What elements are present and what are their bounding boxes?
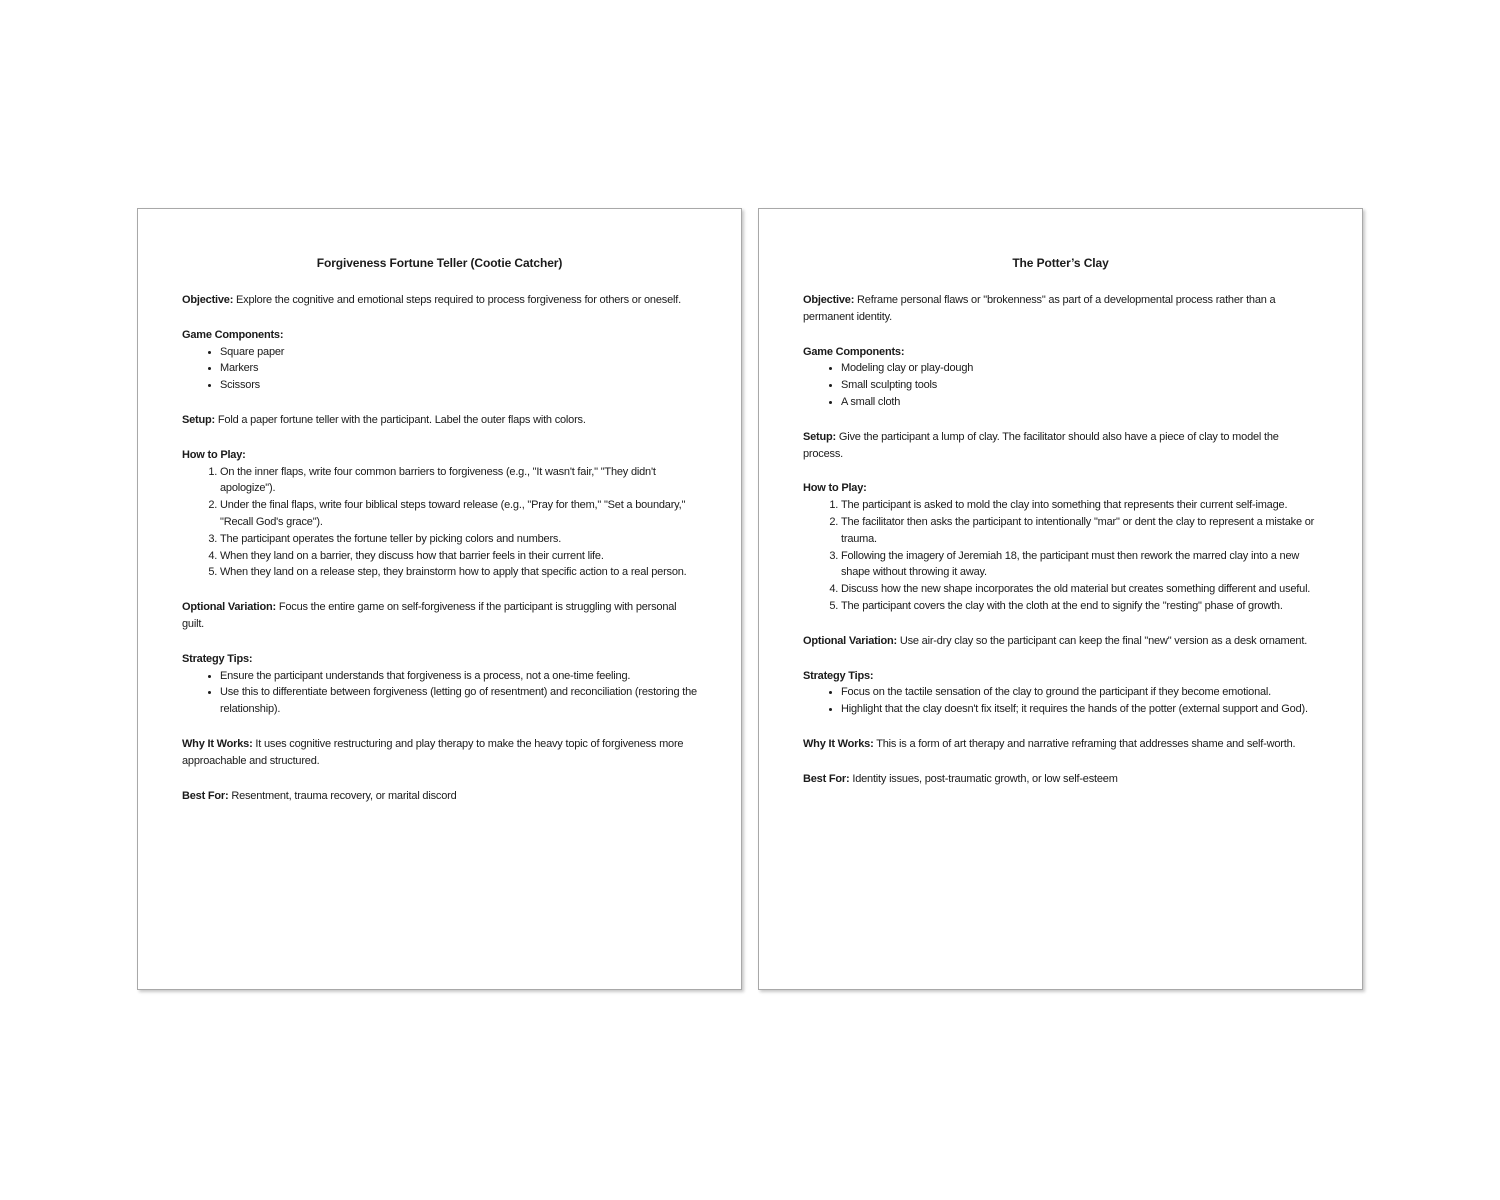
optional-variation-text: Focus the entire game on self-forgiveness if the participant is struggling with personal guilt. (182, 601, 677, 630)
why-it-works-text: It uses cognitive restructuring and play therapy to make the heavy topic of forgiveness more approachable and structured. (182, 737, 684, 767)
list-item: 1. The participant is asked to mold the clay into something that represents their current self-image. (841, 497, 1318, 514)
document-page-2 (758, 208, 1363, 990)
why-it-works-label: Why It Works: (182, 737, 253, 750)
how-to-play-section (182, 447, 697, 581)
list-item: • Use this to differentiate between forgiveness (letting go of resentment) and reconciliation (restoring the relationship). (220, 684, 697, 718)
list-item: • Small sculpting tools (841, 377, 1318, 394)
why-it-works-paragraph (182, 736, 697, 770)
strategy-tips-list (182, 668, 697, 718)
page-title: The Potter’s Clay (1012, 256, 1109, 270)
list-item: 5. When they land on a release step, they brainstorm how to apply that specific action to a real person. (220, 564, 697, 581)
game-components-section (182, 327, 697, 394)
list-item: 3. Following the imagery of Jeremiah 18, the participant must then rework the marred clay into a new shape without throwing it away. (841, 548, 1318, 582)
setup-paragraph (182, 412, 697, 429)
why-it-works-label: Why It Works: (803, 737, 874, 750)
best-for-text: Resentment, trauma recovery, or marital discord (231, 789, 457, 802)
objective-label: Objective: (803, 294, 855, 306)
strategy-tips-section (182, 651, 697, 718)
optional-variation-paragraph (803, 633, 1318, 650)
how-to-play-heading: How to Play: (182, 448, 246, 461)
setup-text: Give the participant a lump of clay. The facilitator should also have a piece of clay to model the process. (803, 430, 1279, 460)
objective-text: Explore the cognitive and emotional steps required to process forgiveness for others or oneself. (236, 294, 681, 306)
how-to-play-heading: How to Play: (803, 482, 867, 495)
list-item: • A small cloth (841, 394, 1318, 411)
list-item: • Modeling clay or play-dough (841, 360, 1318, 377)
list-item: 2. The facilitator then asks the participant to intentionally "mar" or dent the clay to represent a mistake or trauma. (841, 514, 1318, 548)
list-item: 4. Discuss how the new shape incorporates the old material but creates something different and useful. (841, 581, 1318, 598)
game-components-heading: Game Components: (182, 328, 284, 341)
list-item: • Markers (220, 360, 697, 377)
strategy-tips-list (803, 684, 1318, 718)
objective-label: Objective: (182, 294, 234, 306)
objective-text: Reframe personal flaws or "brokenness" as part of a developmental process rather than a permanent identity. (803, 294, 1276, 323)
list-item: • Ensure the participant understands that forgiveness is a process, not a one-time feeling. (220, 668, 697, 685)
how-to-play-list (182, 464, 697, 582)
document-page-1 (137, 208, 742, 990)
list-item: • Scissors (220, 377, 697, 394)
how-to-play-list (803, 497, 1318, 615)
best-for-text: Identity issues, post-traumatic growth, or low self-esteem (852, 772, 1118, 785)
list-item: 5. The participant covers the clay with the cloth at the end to signify the "resting" phase of growth. (841, 598, 1318, 615)
strategy-tips-heading: Strategy Tips: (803, 669, 874, 682)
setup-paragraph (803, 429, 1318, 463)
game-components-heading: Game Components: (803, 345, 905, 358)
list-item: 1. On the inner flaps, write four common barriers to forgiveness (e.g., "It wasn't fair," "They didn't apologize"). (220, 464, 697, 498)
page-title: Forgiveness Fortune Teller (Cootie Catcher) (316, 256, 563, 270)
best-for-label: Best For: (803, 772, 850, 785)
best-for-paragraph (182, 788, 697, 805)
setup-label: Setup: (182, 413, 216, 426)
setup-label: Setup: (803, 430, 837, 443)
how-to-play-section (803, 480, 1318, 614)
optional-variation-label: Optional Variation: (182, 601, 276, 614)
optional-variation-label: Optional Variation: (803, 634, 897, 647)
setup-text: Fold a paper fortune teller with the participant. Label the outer flaps with colors. (217, 413, 586, 426)
list-item: • Focus on the tactile sensation of the clay to ground the participant if they become emotional. (841, 684, 1318, 701)
game-components-section (803, 344, 1318, 411)
strategy-tips-heading: Strategy Tips: (182, 652, 253, 665)
objective-paragraph (182, 292, 697, 309)
list-item: • Highlight that the clay doesn't fix itself; it requires the hands of the potter (external support and God). (841, 701, 1318, 718)
game-components-list (803, 360, 1318, 410)
list-item: 2. Under the final flaps, write four biblical steps toward release (e.g., "Pray for them," "Set a boundary," "Recall God's grace"). (220, 497, 697, 531)
optional-variation-paragraph (182, 599, 697, 633)
optional-variation-text: Use air-dry clay so the participant can keep the final "new" version as a desk ornament. (899, 634, 1308, 647)
game-components-list (182, 344, 697, 394)
list-item: 4. When they land on a barrier, they discuss how that barrier feels in their current life. (220, 548, 697, 565)
objective-paragraph (803, 292, 1318, 326)
best-for-label: Best For: (182, 789, 229, 802)
strategy-tips-section (803, 668, 1318, 718)
best-for-paragraph (803, 771, 1318, 788)
list-item: • Square paper (220, 344, 697, 361)
why-it-works-paragraph (803, 736, 1318, 753)
list-item: 3. The participant operates the fortune teller by picking colors and numbers. (220, 531, 697, 548)
why-it-works-text: This is a form of art therapy and narrative reframing that addresses shame and self-worth. (876, 737, 1296, 750)
